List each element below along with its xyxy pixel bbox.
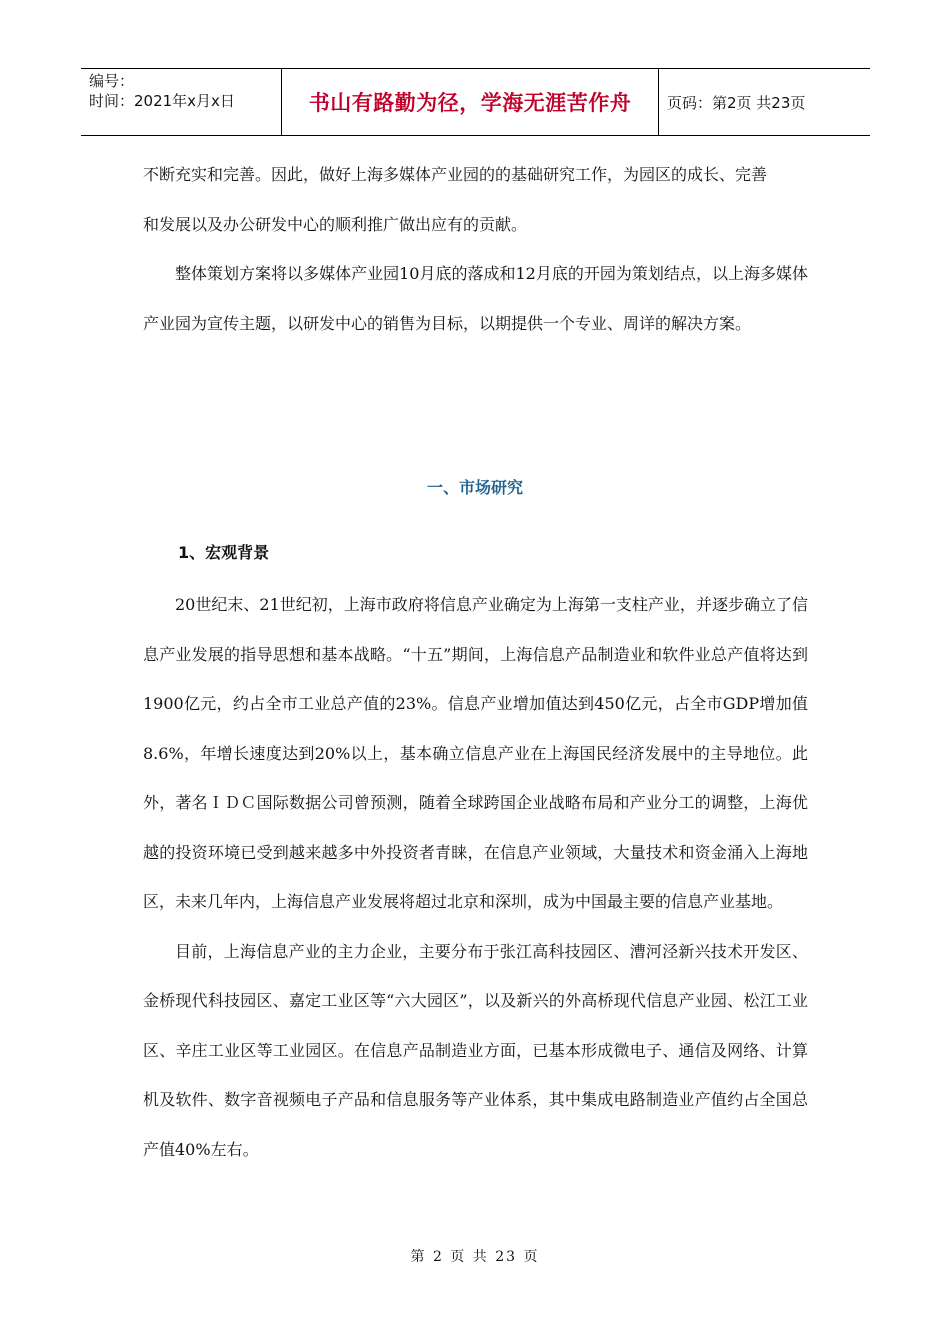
header-page-info: 页码：第2页 共23页 xyxy=(667,93,806,112)
intro-block xyxy=(143,150,808,348)
intro-line-1: 不断充实和完善。因此，做好上海多媒体产业园的的基础研究工作，为园区的成长、完善 xyxy=(143,165,768,184)
body-paragraph-2: 目前，上海信息产业的主力企业，主要分布于张江高科技园区、漕河泾新兴技术开发区、金桥现代科技园区、嘉定工业区等“六大园区”，以及新兴的外高桥现代信息产业园、松江工业区、辛庄工业区等工业园区。在信息产品制造业方面，已基本形成微电子、通信及网络、计算机及软件、数字音视频电子产品和信息服务等产业体系，其中集成电路制造业产值约占全国总产值40%左右。 xyxy=(143,941,808,1159)
header-motto-cell xyxy=(282,69,659,135)
motto-text: 书山有路勤为径，学海无涯苦作舟 xyxy=(308,91,632,115)
intro-line-2: 和发展以及办公研发中心的顺利推广做出应有的贡献。 xyxy=(143,214,528,234)
page-footer: 第 2 页 共 23 页 xyxy=(410,1249,540,1265)
body-block xyxy=(143,580,808,1174)
header-page-cell xyxy=(659,69,870,135)
section-title: 一、市场研究 xyxy=(426,478,523,497)
subsection-title: 1、宏观背景 xyxy=(178,543,270,562)
intro-paragraph-2: 整体策划方案将以多媒体产业园10月底的落成和12月底的开园为策划结点，以上海多媒体产业园为宣传主题，以研发中心的销售为目标，以期提供一个专业、周详的解决方案。 xyxy=(143,264,808,333)
header-meta-cell xyxy=(81,69,282,135)
time-label: 时间：2021年x月x日 xyxy=(89,92,235,110)
number-label: 编号： xyxy=(89,72,135,90)
document-header xyxy=(81,68,870,136)
body-paragraph-1: 20世纪末、21世纪初，上海市政府将信息产业确定为上海第一支柱产业，并逐步确立了信息产业发展的指导思想和基本战略。“十五”期间，上海信息产品制造业和软件业总产值将达到1900亿元，约占全市工业总产值的23%。信息产业增加值达到450亿元，占全市GDP增加值8.6%，年增长速度达到20%以上，基本确立信息产业在上海国民经济发展中的主导地位。此外，著名ＩＤＣ国际数据公司曾预测，随着全球跨国企业战略布局和产业分工的调整，上海优越的投资环境已受到越来越多中外投资者青睐，在信息产业领域，大量技术和资金涌入上海地区，未来几年内，上海信息产业发展将超过北京和深圳，成为中国最主要的信息产业基地。 xyxy=(143,595,808,911)
